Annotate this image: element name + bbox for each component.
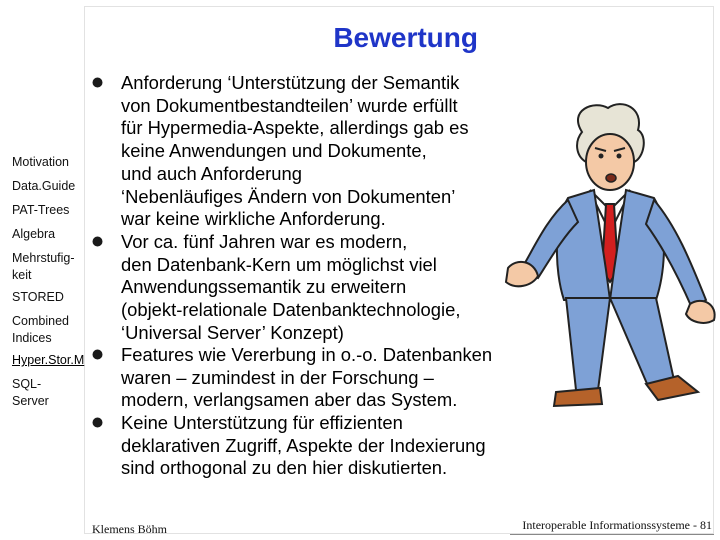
footer-divider (510, 534, 714, 535)
bullet-text: Keine Unterstützung für effizienten deklarativen Zugriff, Aspekte der Indexierung sind orthogonal zu den hier diskutierten. (121, 412, 486, 479)
bullet-text: Features wie Vererbung in o.-o. Datenbanken waren – zumindest in der Forschung – modern, verlangsamen aber das System. (121, 344, 493, 411)
sidebar-item-combined-indices[interactable]: Combined Indices (12, 314, 69, 345)
sidebar-item-algebra[interactable]: Algebra (12, 227, 56, 241)
slide-title: Bewertung (333, 22, 478, 53)
bullet-text: Anforderung ‘Unterstützung der Semantik von Dokumentbestandteilen’ wurde erfüllt für Hypermedia-Aspekte, allerdings gab es keine Anwendungen und Dokumente, und auch Anforderung ‘Nebenläufiges Ändern von Dokumenten’ war keine wirkliche Anforderung. (121, 72, 469, 230)
bullet-icon (92, 236, 103, 247)
bullet-icon (92, 77, 103, 88)
sidebar-item-stored[interactable]: STORED (12, 290, 64, 304)
sidebar-item-mehrstufigkeit[interactable]: Mehrstufig- keit (12, 251, 75, 282)
sidebar-item-motivation[interactable]: Motivation (12, 155, 69, 169)
bullet-icon (92, 417, 103, 428)
bullet-icon (92, 349, 103, 360)
footer-author: Klemens Böhm (92, 522, 167, 536)
sidebar-item-pat-trees[interactable]: PAT-Trees (12, 203, 70, 217)
sidebar-item-dataguide[interactable]: Data.Guide (12, 179, 76, 193)
sidebar-item-sql-server[interactable]: SQL- Server (12, 377, 49, 408)
footer-course-page: Interoperable Informationssysteme - 81 (522, 518, 712, 532)
bullet-text: Vor ca. fünf Jahren war es modern, den Datenbank-Kern um möglichst viel Anwendungssemantik zu erweitern (objekt-relationale Datenbanktechnologie, ‘Universal Server’ Konzept) (121, 231, 461, 343)
confused-businessman-illustration (498, 100, 720, 430)
sidebar-item-hyperstorm[interactable]: Hyper.Stor.M (12, 353, 85, 367)
